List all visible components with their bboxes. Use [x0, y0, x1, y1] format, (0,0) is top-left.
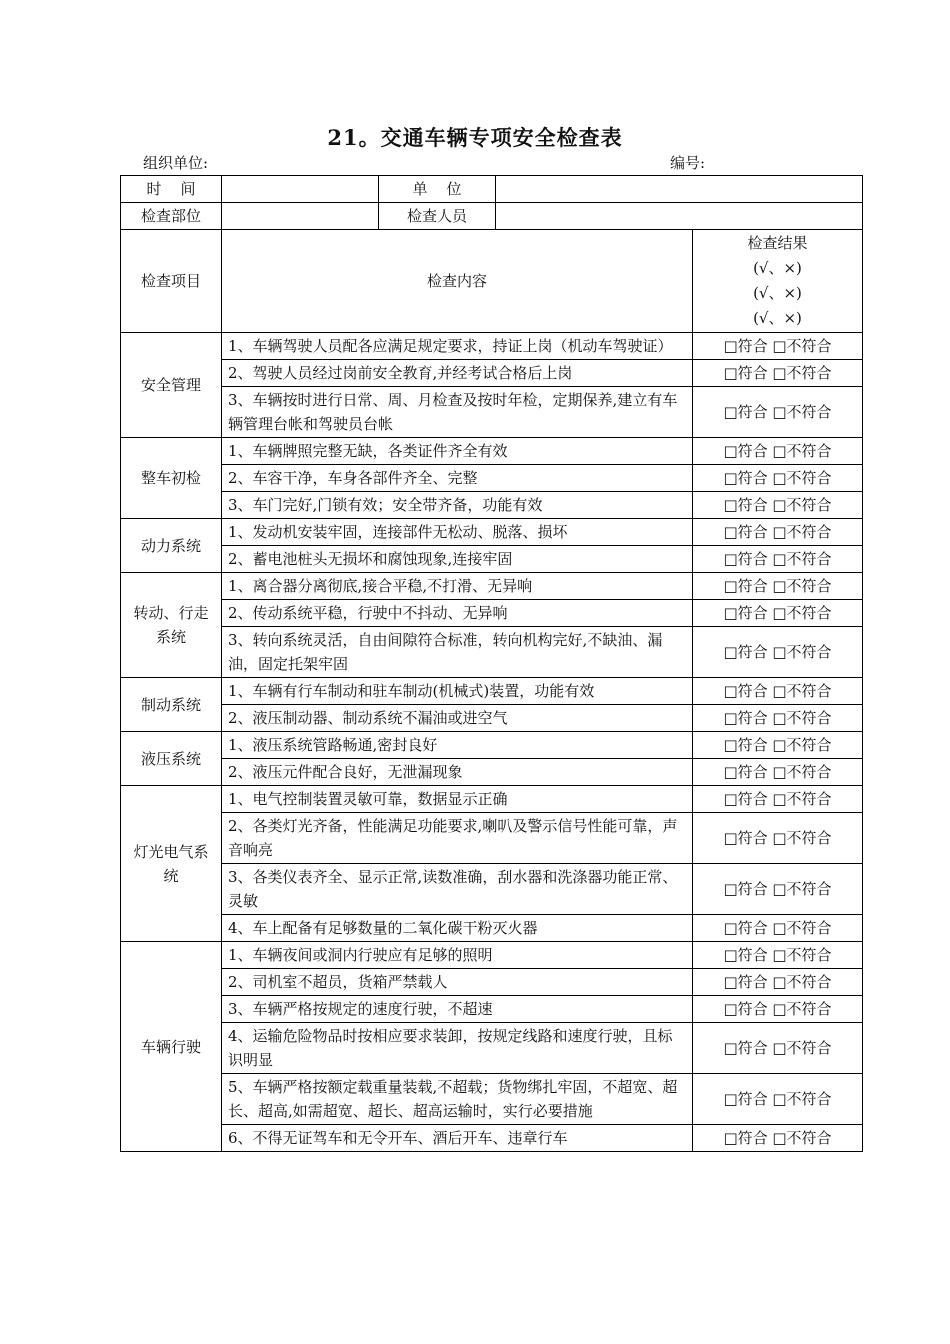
check-content: 3、车门完好,门锁有效；安全带齐备，功能有效 [222, 492, 693, 519]
check-content: 2、液压元件配合良好，无泄漏现象 [222, 759, 693, 786]
result-checkboxes[interactable]: □符合 □不符合 [693, 996, 863, 1023]
result-checkboxes[interactable]: □符合 □不符合 [693, 1125, 863, 1152]
result-checkboxes[interactable]: □符合 □不符合 [693, 915, 863, 942]
table-row [121, 759, 863, 786]
check-content: 5、车辆严格按额定载重量装载,不超载；货物绑扎牢固，不超宽、超长、超高,如需超宽、超长、超高运输时，实行必要措施 [222, 1074, 693, 1125]
check-content: 2、驾驶人员经过岗前安全教育,并经考试合格后上岗 [222, 360, 693, 387]
table-row [121, 333, 863, 360]
result-checkboxes[interactable]: □符合 □不符合 [693, 627, 863, 678]
result-checkboxes[interactable]: □符合 □不符合 [693, 705, 863, 732]
result-checkboxes[interactable]: □符合 □不符合 [693, 438, 863, 465]
header-result-line: (√、×) [753, 309, 802, 327]
time-value-cell[interactable] [222, 176, 379, 203]
inspector-value-cell[interactable] [496, 203, 863, 230]
number-label: 编号: [670, 154, 706, 172]
check-content: 1、发动机安装牢固，连接部件无松动、脱落、损坏 [222, 519, 693, 546]
check-content: 2、司机室不超员，货箱严禁载人 [222, 969, 693, 996]
table-row [121, 732, 863, 759]
check-content: 1、离合器分离彻底,接合平稳,不打滑、无异响 [222, 573, 693, 600]
table-row [121, 387, 863, 438]
header-result-line: (√、×) [753, 259, 802, 277]
dept-value-cell[interactable] [222, 203, 379, 230]
check-content: 1、车辆牌照完整无缺，各类证件齐全有效 [222, 438, 693, 465]
table-row [121, 1023, 863, 1074]
section-name: 灯光电气系统 [121, 786, 222, 942]
check-content: 1、车辆有行车制动和驻车制动(机械式)装置，功能有效 [222, 678, 693, 705]
check-content: 1、液压系统管路畅通,密封良好 [222, 732, 693, 759]
info-row-time [121, 176, 863, 203]
check-content: 2、各类灯光齐备，性能满足功能要求,喇叭及警示信号性能可靠，声音响亮 [222, 813, 693, 864]
table-row [121, 1074, 863, 1125]
check-content: 6、不得无证驾车和无令开车、酒后开车、违章行车 [222, 1125, 693, 1152]
check-content: 4、车上配备有足够数量的二氧化碳干粉灭火器 [222, 915, 693, 942]
result-checkboxes[interactable]: □符合 □不符合 [693, 969, 863, 996]
inspection-table [120, 175, 863, 1152]
result-checkboxes[interactable]: □符合 □不符合 [693, 333, 863, 360]
section-name: 安全管理 [121, 333, 222, 438]
result-checkboxes[interactable]: □符合 □不符合 [693, 786, 863, 813]
table-row [121, 438, 863, 465]
result-checkboxes[interactable]: □符合 □不符合 [693, 942, 863, 969]
section-name: 制动系统 [121, 678, 222, 732]
table-row [121, 864, 863, 915]
table-row [121, 360, 863, 387]
table-row [121, 492, 863, 519]
table-row [121, 627, 863, 678]
result-checkboxes[interactable]: □符合 □不符合 [693, 1023, 863, 1074]
table-row [121, 465, 863, 492]
result-checkboxes[interactable]: □符合 □不符合 [693, 387, 863, 438]
unit-value-cell[interactable] [496, 176, 863, 203]
result-checkboxes[interactable]: □符合 □不符合 [693, 519, 863, 546]
result-checkboxes[interactable]: □符合 □不符合 [693, 864, 863, 915]
check-content: 1、车辆夜间或洞内行驶应有足够的照明 [222, 942, 693, 969]
table-row [121, 1125, 863, 1152]
check-content: 2、传动系统平稳，行驶中不抖动、无异响 [222, 600, 693, 627]
section-name: 动力系统 [121, 519, 222, 573]
page-title: 21。交通车辆专项安全检查表 [327, 125, 623, 150]
result-checkboxes[interactable]: □符合 □不符合 [693, 732, 863, 759]
table-row [121, 813, 863, 864]
check-content: 3、转向系统灵活，自由间隙符合标准，转向机构完好,不缺油、漏油，固定托架牢固 [222, 627, 693, 678]
section-name: 整车初检 [121, 438, 222, 519]
check-content: 3、车辆按时进行日常、周、月检查及按时年检，定期保养,建立有车辆管理台帐和驾驶员台帐 [222, 387, 693, 438]
table-row [121, 705, 863, 732]
result-checkboxes[interactable]: □符合 □不符合 [693, 573, 863, 600]
table-row [121, 786, 863, 813]
check-content: 3、车辆严格按规定的速度行驶，不超速 [222, 996, 693, 1023]
table-row [121, 942, 863, 969]
result-checkboxes[interactable]: □符合 □不符合 [693, 1074, 863, 1125]
header-result-line: 检查结果 [747, 234, 808, 252]
table-row [121, 915, 863, 942]
table-row [121, 519, 863, 546]
result-checkboxes[interactable]: □符合 □不符合 [693, 600, 863, 627]
check-content: 2、蓄电池桩头无损坏和腐蚀现象,连接牢固 [222, 546, 693, 573]
table-row [121, 546, 863, 573]
table-row [121, 996, 863, 1023]
result-checkboxes[interactable]: □符合 □不符合 [693, 360, 863, 387]
result-checkboxes[interactable]: □符合 □不符合 [693, 492, 863, 519]
check-content: 4、运输危险物品时按相应要求装卸，按规定线路和速度行驶，且标识明显 [222, 1023, 693, 1074]
check-content: 1、车辆驾驶人员配各应满足规定要求，持证上岗（机动车驾驶证） [222, 333, 693, 360]
inspector-label: 检查人员 [379, 203, 496, 230]
org-unit-label: 组织单位: [143, 154, 209, 172]
header-result [693, 230, 863, 333]
table-row [121, 969, 863, 996]
section-name: 液压系统 [121, 732, 222, 786]
result-checkboxes[interactable]: □符合 □不符合 [693, 813, 863, 864]
unit-label: 单 位 [379, 176, 496, 203]
table-row [121, 678, 863, 705]
section-name: 车辆行驶 [121, 942, 222, 1152]
check-content: 1、电气控制装置灵敏可靠，数据显示正确 [222, 786, 693, 813]
header-content: 检查内容 [222, 230, 693, 333]
result-checkboxes[interactable]: □符合 □不符合 [693, 546, 863, 573]
result-checkboxes[interactable]: □符合 □不符合 [693, 678, 863, 705]
check-content: 2、车容干净，车身各部件齐全、完整 [222, 465, 693, 492]
time-label: 时 间 [121, 176, 222, 203]
section-name: 转动、行走系统 [121, 573, 222, 678]
check-content: 3、各类仪表齐全、显示正常,读数准确，刮水器和洗涤器功能正常、灵敏 [222, 864, 693, 915]
table-row [121, 573, 863, 600]
header-row [121, 230, 863, 333]
info-row-dept [121, 203, 863, 230]
table-row [121, 600, 863, 627]
dept-label: 检查部位 [121, 203, 222, 230]
result-checkboxes[interactable]: □符合 □不符合 [693, 465, 863, 492]
check-content: 2、液压制动器、制动系统不漏油或进空气 [222, 705, 693, 732]
header-result-line: (√、×) [753, 284, 802, 302]
result-checkboxes[interactable]: □符合 □不符合 [693, 759, 863, 786]
header-item: 检查项目 [121, 230, 222, 333]
